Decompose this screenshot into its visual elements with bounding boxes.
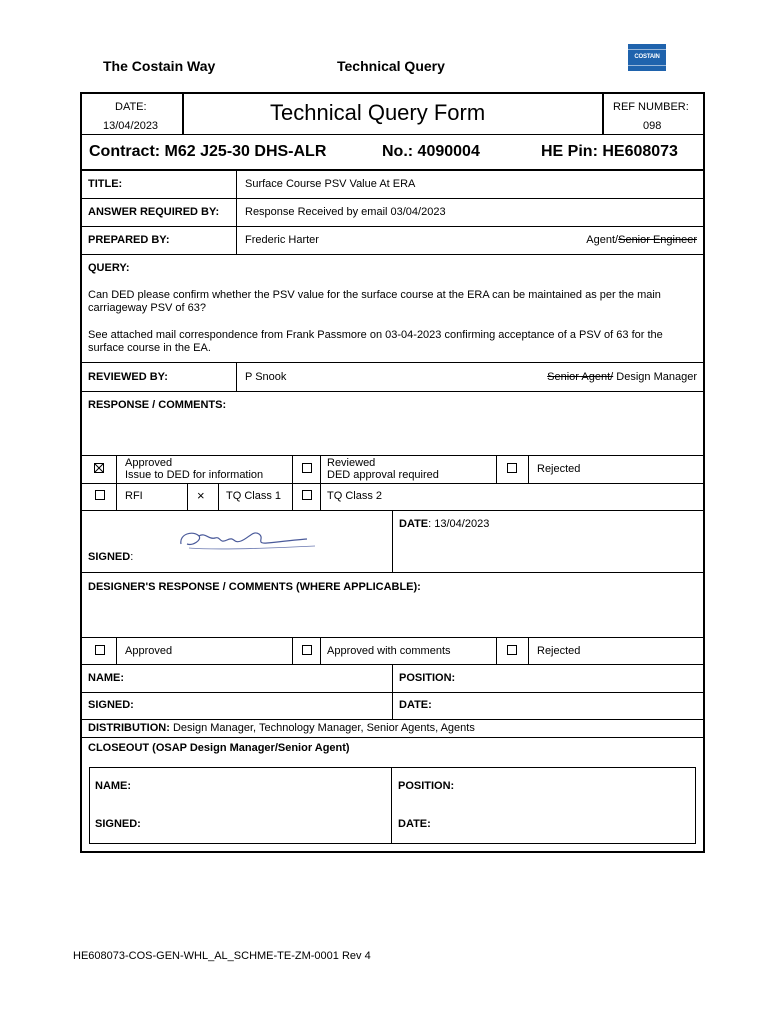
divider — [82, 455, 703, 456]
designer-response-label: DESIGNER'S RESPONSE / COMMENTS (WHERE APPLICABLE): — [88, 581, 421, 593]
prepared-by-role — [586, 234, 697, 247]
tq-class-2-checkbox[interactable] — [302, 490, 312, 500]
header-left: The Costain Way — [103, 58, 216, 74]
tq-class-1-mark[interactable]: × — [197, 488, 205, 503]
designer-approved-option: Approved — [125, 645, 173, 657]
divider — [392, 510, 393, 572]
designer-approved-comments-option: Approved with comments — [327, 645, 451, 657]
divider — [82, 637, 703, 638]
query-paragraph-1: Can DED please confirm whether the PSV value for the surface course at the ERA can be maintained as per the main carriageway PSV of 63? — [88, 289, 661, 314]
date-value: 13/04/2023 — [103, 120, 159, 132]
signed-label-colon: : — [130, 551, 134, 563]
reviewed-by-role — [547, 371, 697, 384]
divider — [116, 455, 117, 510]
tq-class-2-option: TQ Class 2 — [327, 490, 383, 502]
costain-logo: COSTAIN — [628, 44, 666, 71]
divider — [82, 134, 703, 135]
distribution-label: DISTRIBUTION: — [88, 722, 170, 734]
divider — [391, 767, 392, 843]
prepared-by-value: Frederic Harter — [245, 234, 319, 246]
designer-approved-comments-checkbox[interactable] — [302, 645, 312, 655]
ref-number-value: 098 — [643, 120, 662, 132]
divider — [82, 226, 703, 227]
answer-required-label: ANSWER REQUIRED BY: — [88, 206, 220, 218]
role-struck: Senior Engineer — [618, 234, 697, 246]
closeout-label: CLOSEOUT (OSAP Design Manager/Senior Agent) — [88, 742, 350, 754]
closeout-signed-label: SIGNED: — [95, 818, 141, 830]
header-center: Technical Query — [337, 58, 445, 74]
divider — [602, 94, 604, 134]
divider — [82, 169, 703, 171]
reviewed-by-label: REVIEWED BY: — [88, 371, 168, 383]
reviewed-option-line-2: DED approval required — [327, 469, 439, 481]
closeout-name-label: NAME: — [95, 780, 132, 792]
role-kept: Design Manager — [613, 371, 697, 383]
designer-signed-label: SIGNED: — [88, 699, 134, 711]
distribution-value: Design Manager, Technology Manager, Senior Agents, Agents — [169, 722, 475, 734]
signed-date-value: : 13/04/2023 — [428, 518, 490, 530]
divider — [496, 455, 497, 483]
closeout-position-label: POSITION: — [398, 780, 455, 792]
divider — [116, 637, 117, 664]
signature-image — [175, 522, 320, 559]
query-paragraph-2: See attached mail correspondence from Frank Passmore on 03-04-2023 confirming acceptance of a PSV of 63 for the surface course in the EA. — [88, 329, 663, 354]
divider — [82, 362, 703, 363]
role-struck: Senior Agent/ — [547, 371, 614, 383]
signed-date-label: DATE — [399, 518, 429, 530]
signed-date — [399, 518, 489, 531]
approved-option-line-2: Issue to DED for information — [125, 469, 264, 481]
contract-number: Contract: M62 J25-30 DHS-ALR — [89, 143, 327, 160]
divider — [82, 719, 703, 720]
signed-label-text: SIGNED — [88, 551, 131, 563]
divider — [82, 254, 703, 255]
divider — [82, 483, 703, 484]
divider — [82, 198, 703, 199]
name-label: NAME: — [88, 672, 125, 684]
rejected-option: Rejected — [537, 463, 581, 475]
designer-rejected-option: Rejected — [537, 645, 581, 657]
divider — [320, 637, 321, 664]
divider — [218, 483, 219, 510]
rejected-checkbox[interactable] — [507, 463, 517, 473]
document-reference-footer: HE608073-COS-GEN-WHL_AL_SCHME-TE-ZM-0001 Rev 4 — [73, 950, 371, 962]
designer-approved-checkbox[interactable] — [95, 645, 105, 655]
divider — [82, 391, 703, 392]
divider — [82, 572, 703, 573]
divider — [236, 362, 237, 391]
divider — [528, 637, 529, 664]
divider — [392, 664, 393, 719]
divider — [292, 455, 293, 510]
tq-class-1-option: TQ Class 1 — [226, 490, 282, 502]
distribution — [88, 722, 475, 735]
closeout-box — [89, 767, 696, 844]
form-title: Technical Query Form — [270, 100, 486, 125]
answer-required-value: Response Received by email 03/04/2023 — [245, 206, 446, 218]
divider — [528, 455, 529, 483]
response-comments-label: RESPONSE / COMMENTS: — [88, 399, 227, 411]
position-label: POSITION: — [399, 672, 456, 684]
approved-checkbox[interactable] — [94, 463, 104, 473]
rfi-option: RFI — [125, 490, 143, 502]
approved-option-line-1: Approved — [125, 457, 173, 469]
divider — [320, 455, 321, 510]
query-label: QUERY: — [88, 262, 130, 274]
closeout-date-label: DATE: — [398, 818, 431, 830]
divider — [496, 637, 497, 664]
divider — [182, 94, 184, 134]
rfi-checkbox[interactable] — [95, 490, 105, 500]
he-pin: HE Pin: HE608073 — [541, 143, 678, 160]
signed-label — [88, 551, 133, 564]
designer-date-label: DATE: — [399, 699, 432, 711]
designer-rejected-checkbox[interactable] — [507, 645, 517, 655]
title-label: TITLE: — [88, 178, 123, 190]
role-kept: Agent/ — [586, 234, 619, 246]
reviewed-by-value: P Snook — [245, 371, 287, 383]
divider — [187, 483, 188, 510]
divider — [292, 637, 293, 664]
job-number: No.: 4090004 — [382, 143, 480, 160]
title-value: Surface Course PSV Value At ERA — [245, 178, 416, 190]
divider — [236, 169, 237, 255]
reviewed-checkbox[interactable] — [302, 463, 312, 473]
prepared-by-label: PREPARED BY: — [88, 234, 170, 246]
reviewed-option-line-1: Reviewed — [327, 457, 376, 469]
divider — [82, 737, 703, 738]
date-label: DATE: — [115, 101, 147, 113]
ref-number-label: REF NUMBER: — [613, 101, 689, 113]
